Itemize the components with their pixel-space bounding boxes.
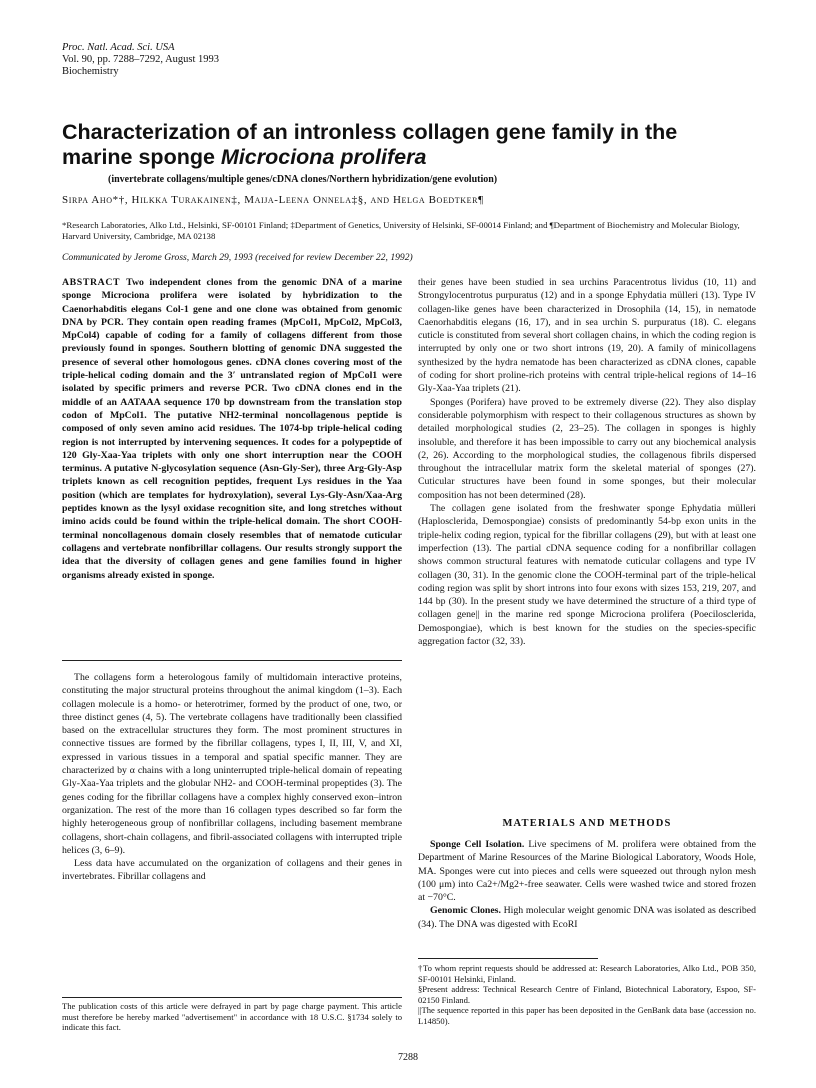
communicated-by: Communicated by Jerome Gross, March 29, 1993 (received for review December 22, 1992) [62, 252, 413, 263]
intro-paragraph-1: The collagens form a heterologous family of multidomain interactive proteins, constituting the major structural proteins throughout the animal kingdom (1–3). Each collagen molecule is a homo- or heterotrimer, formed by the product of one, two, or three distinct genes (4, 5). The vertebrate collagens have traditionally been classified based on the extracellular structures they form. The most prominent structures in connective tissues are formed by the fibrillar collagens, types I, II, III, V, and XI, expressed in various tissues in a temporal and spatial specific manner. They are characterized by α chains with a long uninterrupted triple-helical domain of repeating Gly-Xaa-Yaa triplets and the globular NH2- and COOH-terminal propeptides (3). The genes coding for the fibrillar collagens have a complex highly conserved exon–intron organization. The rest of the more than 16 collagen types described so far form the highly heterogeneous group of nonfibrillar collagens, including basement membrane collagens, short-chain collagens, and fibril-associated collagens with interrupted triple helices (3, 6–9). [62, 672, 402, 856]
author-footnotes [418, 963, 756, 1027]
journal-name: Proc. Natl. Acad. Sci. USA [62, 42, 175, 53]
introduction [62, 671, 402, 884]
title-species: Microciona prolifera [220, 145, 427, 169]
methods-heading: MATERIALS AND METHODS [502, 818, 672, 829]
abstract [62, 276, 402, 582]
methods-paragraph-2 [418, 904, 756, 931]
abstract-text: Two independent clones from the genomic DNA of a marine sponge Microciona prolifera were isolated by hybridization to the Caenorhabditis elegans Col-1 gene and one clone was obtained from genomic DNA by PCR. They contain open reading frames (MpCol1, MpCol2, MpCol3, MpCol4) capable of coding for a family of collagens different from those previously found in sponges. Southern blotting of genomic DNA suggested the presence of several other homologous genes. cDNA clones covering most of the triple-helical coding domain and the 3′ untranslated region of MpCol1 were isolated by specific primers and reverse PCR. Two cDNA clones end in the middle of an AATAAA sequence 170 bp downstream from the translation stop codon of MpCol1. The putative NH2-terminal noncollagenous peptide is composed of only seven amino acid residues. The 1074-bp triple-helical coding region is not interrupted by intervening sequences. It codes for a polypeptide of 120 Gly-Xaa-Yaa triplets with only one short interruption near the COOH terminus. A putative N-glycosylation sequence (Asn-Gly-Ser), three Arg-Gly-Asp triplets known as cell recognition peptides, frequent Lys residues in the Yaa position (which are templates for hydroxylation), several Lys-Gly-Asn/Xaa-Arg peptides known as the lysyl oxidase recognition site, and long stretches without imino acids could be found within the triple-helical domain. The short COOH-terminal noncollagenous domain closely resembles that of nematode cuticular collagens and vertebrate nonfibrillar collagens. Our results strongly support the idea that the diversity of collagen genes and gene families found in higher organisms already existed in sponge. [62, 277, 402, 581]
journal-volume: Vol. 90, pp. 7288–7292, August 1993 [62, 54, 220, 65]
page-number: 7288 [398, 1052, 418, 1063]
intro-paragraph-2: Less data have accumulated on the organization of collagens and their genes in invertebrates. Fibrillar collagens and [62, 858, 402, 883]
right-paragraph-1: their genes have been studied in sea urchins Paracentrotus lividus (10, 11) and Strongylocentrotus purpuratus (12) and in a sponge Ephydatia mülleri (13). Type IV collagen-like genes have been characterized in Drosophila (14, 15), in nematode Caenorhabditis elegans (16, 17), and in sea urchin S. purpuratus (18). C. elegans cuticle is constituted from several short collagen chains, in which the coding region is interrupted by only one or two short introns (19, 20). A family of minicollagens synthesized by the hydra nematode has been characterized as cDNA clones, capable of coding for short proline-rich proteins with central triple-helical regions of 14–16 Gly-Xaa-Yaa triplets (21). [418, 277, 756, 395]
abstract-label: ABSTRACT [62, 277, 121, 288]
methods-text-2: High molecular weight genomic DNA was isolated as described (34). The DNA was digested with EcoRI [418, 905, 757, 930]
authors: Sirpa Aho*†, Hilkka Turakainen‡, Maija-Leena Onnela‡§, and Helga Boedtker¶ [62, 194, 484, 206]
keywords: (invertebrate collagens/multiple genes/cDNA clones/Northern hybridization/gene evolution) [108, 174, 498, 185]
methods-text [418, 838, 756, 931]
methods-label-1: Sponge Cell Isolation. [430, 839, 525, 850]
methods-label-2: Genomic Clones. [430, 905, 501, 917]
title-prefix: marine sponge [62, 145, 221, 169]
right-paragraph-2: Sponges (Porifera) have proved to be extremely diverse (22). They also display considerable polymorphism with respect to their collagenous structures as shown by detailed morphological studies (2, 23–25). The collagen in sponges is highly insoluble, and therefore it has been impossible to carry out any biochemical analysis (2, 26). According to the morphological studies, the collagenous fibrils dispersed throughout the intracellular matrix form the skeletal material of sponges (27). Cuticular structures have been found in some sponges, but their molecular composition has not been determined (28). [418, 396, 756, 501]
article-title [62, 120, 762, 170]
abstract-divider [62, 660, 402, 661]
footnote-reprint: †To whom reprint requests should be addressed at: Research Laboratories, Alko Ltd., POB 350, SF-00101 Helsinki, Finland. [418, 963, 756, 984]
title-line-1: Characterization of an intronless collagen gene family in the [62, 120, 678, 144]
methods-text-1: Live specimens of M. prolifera were obtained from the Department of Marine Resources of the Marine Biological Laboratory, Woods Hole, MA. Sponges were cut into pieces and cells were squeezed out through nylon mesh (100 μm) into Ca2+/Mg2+-free seawater. Cells were washed twice and stored frozen at −70°C. [418, 839, 756, 904]
footnote-address: §Present address: Technical Research Centre of Finland, Biotechnical Laboratory, Espoo, SF-02150 Finland. [418, 984, 756, 1005]
publication-cost-note: The publication costs of this article were defrayed in part by page charge payment. This article must therefore be hereby marked "advertisement" in accordance with 18 U.S.C. §1734 solely to indicate this fact. [62, 1001, 402, 1033]
footnote-divider-left [62, 997, 402, 998]
methods-paragraph-1 [418, 838, 756, 904]
affiliations: *Research Laboratories, Alko Ltd., Helsinki, SF-00101 Finland; ‡Department of Genetics, University of Helsinki, SF-00014 Finland; and ¶Department of Biochemistry and Molecular Biology, Harvard University, Cambridge, MA 02138 [62, 220, 740, 241]
title-line-2 [62, 145, 762, 170]
journal-section: Biochemistry [62, 66, 119, 77]
footnote-divider-right [418, 958, 598, 959]
journal-header [62, 42, 219, 78]
footnote-genbank: ||The sequence reported in this paper has been deposited in the GenBank data base (accession no. L14850). [418, 1005, 756, 1026]
right-column-text [418, 276, 756, 648]
right-paragraph-3: The collagen gene isolated from the freshwater sponge Ephydatia mülleri (Haplosclerida, Demospongiae) consists of predominantly 54-bp exon units in the triple-helix coding region, typical for the fibrillar collagens (29), but with at least one imperfection (13). The partial cDNA sequence coding for a nonfibrillar collagen shows common structural features with nematode cuticular collagens and type IV collagen (30, 31). In the genomic clone the COOH-terminal part of the triple-helical coding region was split by short introns into four exons with sizes 153, 219, 207, and 144 bp (30). In the present study we have determined the structure of a third type of collagen gene|| in the marine red sponge Microciona prolifera (Poecilosclerida, Demospongiae), which is best known for the studies on the species-specific aggregation factor (32, 33). [418, 503, 756, 648]
